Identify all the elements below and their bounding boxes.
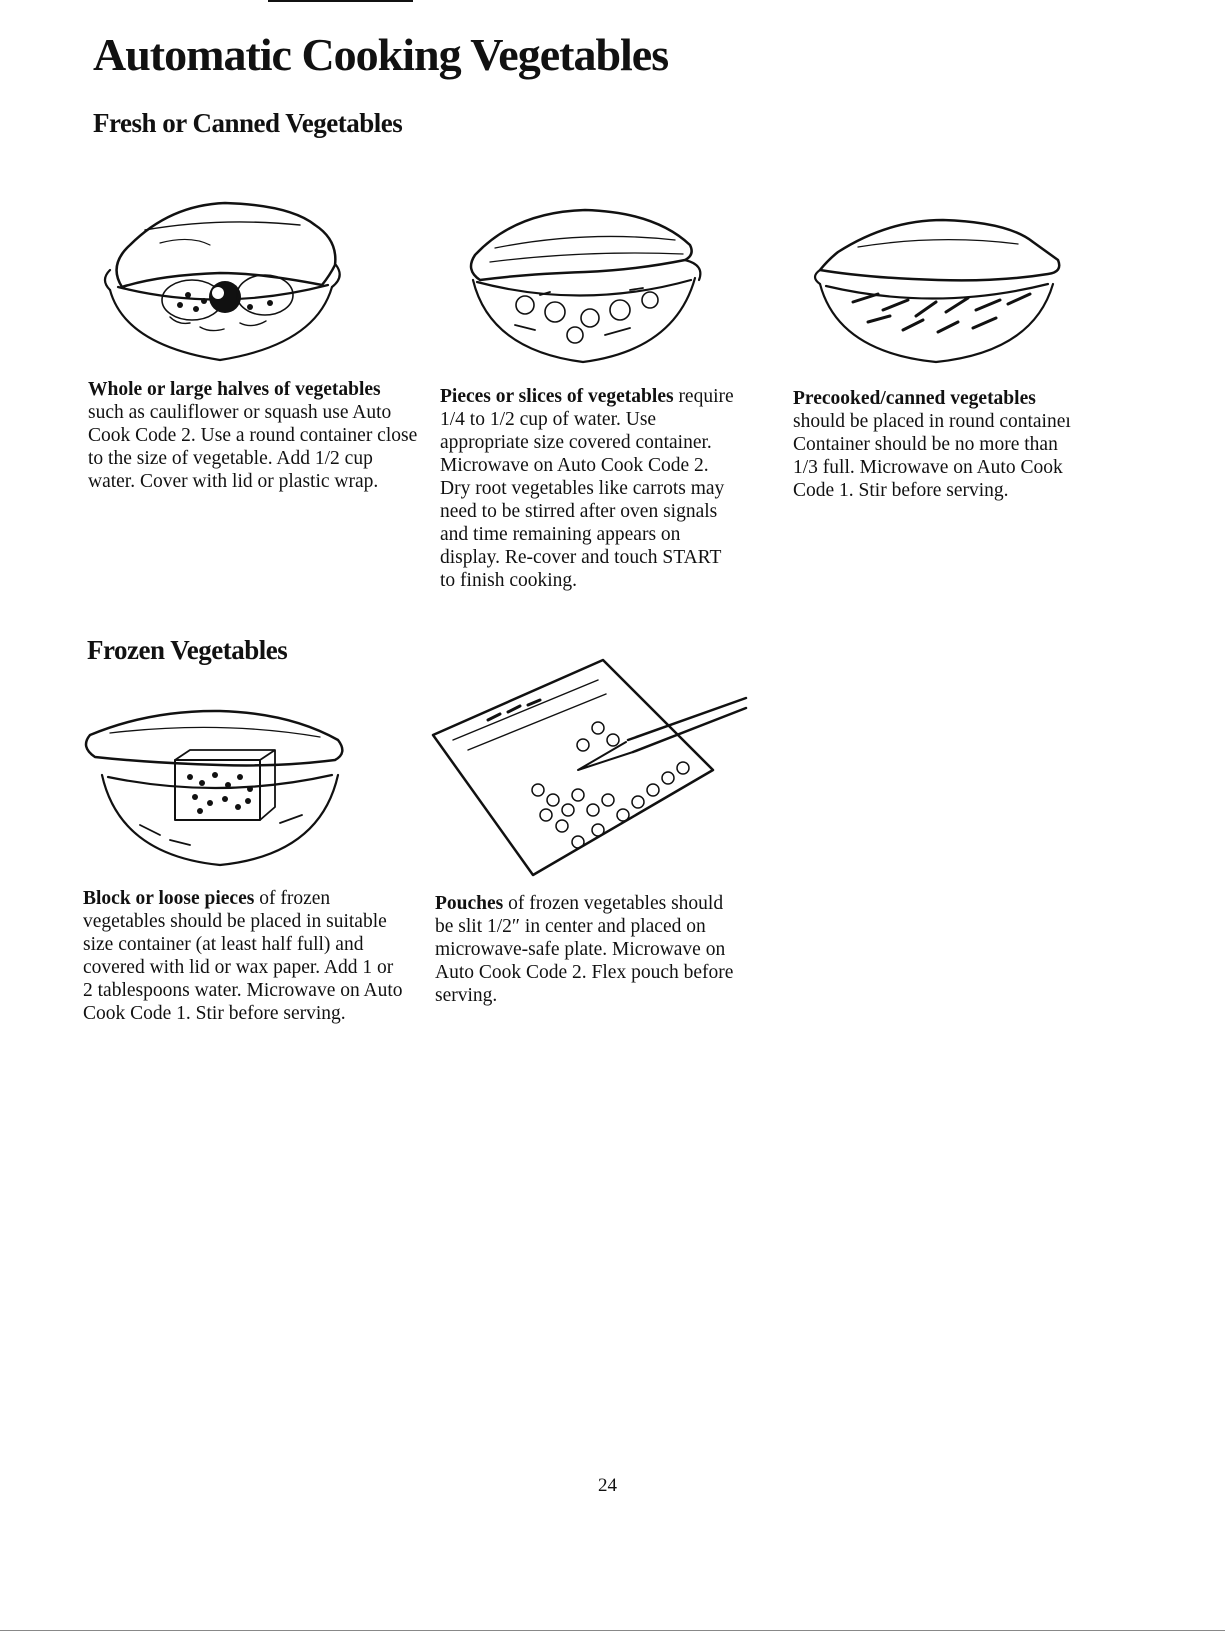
header-rule — [268, 0, 413, 2]
section-heading-fresh: Fresh or Canned Vegetables — [93, 108, 403, 138]
caption-pieces-vegetables: Pieces or slices of vegetables require 1/4 to 1/2 cup of water. Use appropriate size covered container. Microwave on Auto Cook Code 2. Dry root vegetables like carrots may need to be stirred after oven signals and time remaining appears on display. Re-cover and touch START to finish cooking. — [440, 386, 734, 591]
caption-pouches-frozen: Pouches of frozen vegetables should be slit 1/2″ in center and placed on microwave-safe plate. Microwave on Auto Cook Code 2. Flex pouch before serving. — [435, 893, 734, 1006]
footer-rule — [0, 1630, 1225, 1631]
caption-precooked-vegetables: Precooked/canned vegetables should be placed in round containeı Container should be no more than 1/3 full. Microwave on Auto Cook Code 1. Stir before serving. — [793, 388, 1071, 501]
section-heading-frozen: Frozen Vegetables — [87, 635, 288, 665]
pouch-with-knife-icon — [428, 650, 758, 885]
covered-bowl-green-beans-icon — [808, 212, 1066, 372]
covered-bowl-cauliflower-icon — [100, 195, 345, 375]
page-number: 24 — [598, 1475, 617, 1496]
covered-bowl-frozen-block-icon — [80, 705, 355, 875]
caption-whole-vegetables: Whole or large halves of vegetables such as cauliflower or squash use Auto Cook Code 2. Use a round container close to the size of vegetable. Add 1/2 cup water. Cover with lid or plastic wrap. — [88, 379, 418, 492]
caption-block-frozen: Block or loose pieces of frozen vegetables should be placed in suitable size container (at least half full) and covered with lid or wax paper. Add 1 or 2 tablespoons water. Microwave on Auto Cook Code 1. Stir before serving. — [83, 888, 403, 1024]
covered-bowl-sliced-vegetables-icon — [455, 200, 710, 370]
page-title: Automatic Cooking Vegetables — [93, 29, 669, 80]
